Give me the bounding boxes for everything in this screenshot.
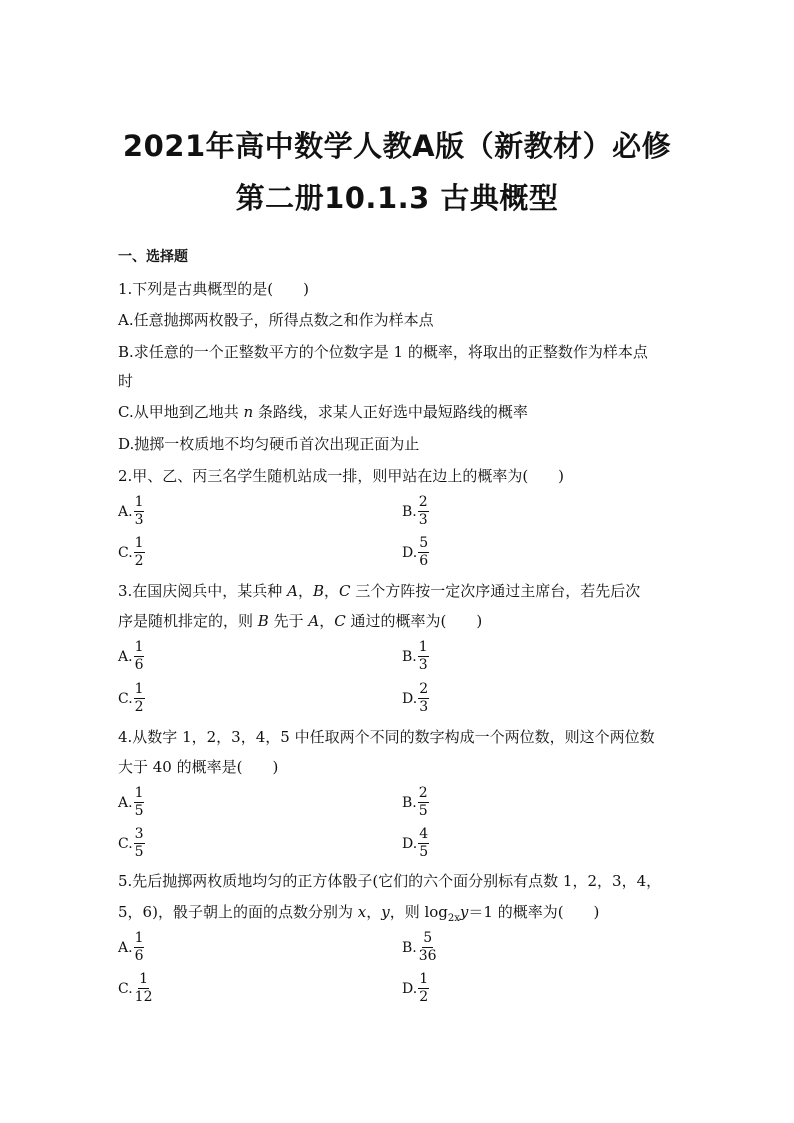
numerator: 1 — [139, 971, 149, 987]
q3-option-a — [118, 640, 144, 673]
q2-option-a — [118, 495, 144, 528]
text: ， — [319, 612, 335, 630]
numerator: 1 — [418, 639, 428, 655]
numerator: 2 — [418, 494, 428, 510]
text: ， — [366, 903, 382, 921]
q3-option-c — [118, 682, 145, 715]
q4-option-a — [118, 786, 144, 819]
denominator: 2 — [134, 699, 144, 715]
denominator: 3 — [418, 512, 428, 528]
var-y: y — [459, 903, 469, 921]
var-c: C — [339, 582, 351, 600]
fraction — [418, 931, 438, 964]
fraction — [134, 827, 145, 860]
option-label: C. — [118, 980, 133, 997]
numerator: 1 — [134, 930, 144, 946]
denominator: 5 — [418, 803, 428, 819]
q3-stem-line2 — [118, 610, 688, 632]
q1-option-c-var: n — [243, 403, 254, 421]
text: 三个方阵按一定次序通过主席台，若先后次 — [350, 582, 641, 600]
fraction — [418, 640, 429, 673]
q2-option-b — [402, 495, 429, 528]
q4-option-c — [118, 827, 145, 860]
denominator: 6 — [419, 553, 429, 569]
log-text: ，则 log — [389, 903, 448, 921]
section-heading: 一、选择题 — [118, 249, 188, 265]
numerator: 2 — [419, 681, 429, 697]
q3-stem-line1 — [118, 580, 688, 602]
q5-stem-line2 — [118, 901, 688, 930]
q2-option-d — [402, 536, 429, 569]
numerator: 1 — [419, 971, 429, 987]
fraction — [418, 536, 429, 569]
fraction — [418, 682, 429, 715]
option-label: C. — [118, 835, 133, 852]
q1-stem: 1.下列是古典概型的是( ) — [118, 280, 310, 298]
text: ， — [297, 582, 313, 600]
numerator: 4 — [419, 826, 429, 842]
var-b: B — [312, 582, 324, 600]
q5-option-c — [118, 972, 154, 1005]
denominator: 6 — [134, 948, 144, 964]
text: ＝1 的概率为( ) — [468, 903, 600, 921]
q4-option-d — [402, 827, 429, 860]
var-b: B — [257, 612, 269, 630]
denominator: 5 — [134, 844, 144, 860]
denominator: 5 — [419, 844, 429, 860]
option-label: B. — [402, 794, 417, 811]
text: 先于 — [268, 612, 309, 630]
q2-option-c — [118, 536, 145, 569]
q3-option-d — [402, 682, 429, 715]
numerator: 1 — [134, 639, 144, 655]
q1-option-b-line2: 时 — [118, 372, 134, 390]
q1-option-c-pre: C.从甲地到乙地共 — [118, 403, 244, 421]
denominator: 36 — [418, 948, 437, 964]
denominator: 12 — [134, 989, 153, 1005]
option-label: B. — [402, 939, 417, 956]
option-label: B. — [402, 503, 417, 520]
denominator: 3 — [134, 512, 144, 528]
fraction — [418, 972, 429, 1005]
fraction — [418, 827, 429, 860]
option-label: A. — [118, 503, 133, 520]
text: 5，6)，骰子朝上的面的点数分别为 — [118, 903, 358, 921]
option-label: C. — [118, 544, 133, 561]
q1-option-d: D.抛掷一枚质地不均匀硬币首次出现正面为止 — [118, 435, 420, 453]
fraction — [134, 682, 145, 715]
q1-option-b-line1: B.求任意的一个正整数平方的个位数字是 1 的概率，将取出的正整数作为样本点 — [118, 343, 648, 361]
numerator: 3 — [134, 826, 144, 842]
denominator: 5 — [134, 803, 144, 819]
option-label: A. — [118, 794, 133, 811]
denominator: 3 — [419, 699, 429, 715]
text: 序是随机排定的，则 — [118, 612, 258, 630]
q4-option-b — [402, 786, 429, 819]
q5-option-a — [118, 931, 144, 964]
denominator: 2 — [134, 553, 144, 569]
text: ， — [323, 582, 339, 600]
q1-option-c-post: 条路线，求某人正好选中最短路线的概率 — [253, 403, 528, 421]
text: 3.在国庆阅兵中，某兵种 — [118, 582, 288, 600]
var-y: y — [381, 903, 390, 921]
numerator: 2 — [418, 785, 428, 801]
denominator: 2 — [419, 989, 429, 1005]
q4-stem-line2: 大于 40 的概率是( ) — [118, 758, 279, 776]
option-label: C. — [118, 690, 133, 707]
page-title-line-2: 第二册10.1.3 古典概型 — [235, 181, 559, 215]
fraction — [134, 536, 145, 569]
option-label: D. — [402, 544, 418, 561]
option-label: D. — [402, 835, 418, 852]
fraction — [134, 972, 154, 1005]
option-label: A. — [118, 939, 133, 956]
q5-option-b — [402, 931, 438, 964]
q5-option-d — [402, 972, 429, 1005]
numerator: 1 — [134, 494, 144, 510]
q2-stem: 2.甲、乙、丙三名学生随机站成一排，则甲站在边上的概率为( ) — [118, 467, 565, 485]
option-label: D. — [402, 980, 418, 997]
var-a: A — [308, 612, 320, 630]
fraction — [134, 495, 145, 528]
numerator: 1 — [134, 785, 144, 801]
option-label: B. — [402, 648, 417, 665]
numerator: 5 — [419, 535, 429, 551]
option-label: D. — [402, 690, 418, 707]
q1-option-c — [118, 401, 688, 423]
var-a: A — [287, 582, 298, 600]
numerator: 5 — [423, 930, 433, 946]
fraction — [418, 495, 429, 528]
q3-option-b — [402, 640, 429, 673]
log-base: 2x — [447, 913, 460, 924]
q4-stem-line1: 4.从数字 1，2，3，4，5 中任取两个不同的数字构成一个两位数，则这个两位数 — [118, 728, 655, 746]
numerator: 1 — [134, 681, 144, 697]
option-label: A. — [118, 648, 133, 665]
fraction — [134, 640, 145, 673]
denominator: 6 — [134, 657, 144, 673]
numerator: 1 — [134, 535, 144, 551]
denominator: 3 — [418, 657, 428, 673]
fraction — [134, 786, 145, 819]
fraction — [134, 931, 145, 964]
var-x: x — [357, 903, 367, 921]
page-title-line-1: 2021年高中数学人教A版（新教材）必修 — [122, 129, 672, 163]
q1-option-a: A.任意抛掷两枚骰子，所得点数之和作为样本点 — [118, 311, 434, 329]
text: 通过的概率为( ) — [345, 612, 483, 630]
fraction — [418, 786, 429, 819]
q5-stem-line1: 5.先后抛掷两枚质地均匀的正方体骰子(它们的六个面分别标有点数 1，2，3，4， — [118, 872, 662, 890]
var-c: C — [334, 612, 346, 630]
